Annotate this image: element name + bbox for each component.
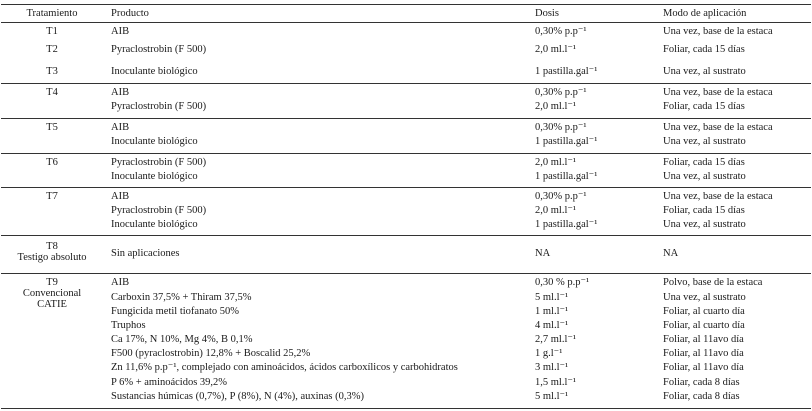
- dose-cell: 0,30% p.p⁻¹: [535, 122, 587, 133]
- dose-cell: 2,0 ml.l⁻¹: [535, 205, 577, 216]
- method-cell: Foliar, cada 15 días: [663, 205, 745, 216]
- treatment-label: T3: [46, 66, 58, 77]
- method-cell: Una vez, base de la estaca: [663, 26, 773, 37]
- product-cell: Inoculante biológico: [111, 66, 198, 77]
- dose-cell: 0,30 % p.p⁻¹: [535, 277, 590, 288]
- method-cell: Foliar, cada 15 días: [663, 101, 745, 112]
- product-cell: Fungicida metil tiofanato 50%: [111, 306, 240, 317]
- product-cell: Pyraclostrobin (F 500): [111, 157, 207, 168]
- dose-cell: 1 pastilla.gal⁻¹: [535, 219, 598, 230]
- dose-cell: 3 ml.l⁻¹: [535, 362, 569, 373]
- product-cell: AIB: [111, 87, 130, 98]
- product-cell: Inoculante biológico: [111, 219, 198, 230]
- group-divider: [1, 153, 811, 154]
- method-cell: Foliar, cada 15 días: [663, 157, 745, 168]
- dose-cell: 4 ml.l⁻¹: [535, 320, 569, 331]
- product-cell: Sustancias húmicas (0,7%), P (8%), N (4%), auxinas (0,3%): [111, 391, 365, 402]
- treatment-label: T9: [46, 277, 58, 288]
- dose-cell: 0,30% p.p⁻¹: [535, 26, 587, 37]
- treatment-label: T7: [46, 191, 58, 202]
- treatment-label: T4: [46, 87, 58, 98]
- product-cell: P 6% + aminoácidos 39,2%: [111, 377, 228, 388]
- method-cell: Una vez, al sustrato: [663, 136, 746, 147]
- header-tratamiento: Tratamiento: [26, 8, 78, 19]
- group-divider: [1, 273, 811, 274]
- header-producto: Producto: [111, 8, 149, 19]
- group-divider: [1, 118, 811, 119]
- dose-cell: 1 pastilla.gal⁻¹: [535, 171, 598, 182]
- dose-cell: 0,30% p.p⁻¹: [535, 191, 587, 202]
- method-cell: Una vez, base de la estaca: [663, 191, 773, 202]
- product-cell: Pyraclostrobin (F 500): [111, 44, 207, 55]
- group-divider: [1, 187, 811, 188]
- product-cell: Inoculante biológico: [111, 171, 198, 182]
- product-cell: AIB: [111, 122, 130, 133]
- method-cell: Foliar, cada 15 días: [663, 44, 745, 55]
- method-cell: Una vez, al sustrato: [663, 292, 746, 303]
- method-cell: Foliar, al 11avo día: [663, 348, 744, 359]
- dose-cell: 1,5 ml.l⁻¹: [535, 377, 577, 388]
- method-cell: Foliar, cada 8 días: [663, 377, 740, 388]
- dose-cell: 2,0 ml.l⁻¹: [535, 157, 577, 168]
- group-divider: [1, 235, 811, 236]
- treatment-label: T5: [46, 122, 58, 133]
- product-cell: Ca 17%, N 10%, Mg 4%, B 0,1%: [111, 334, 253, 345]
- method-cell: Foliar, al cuarto día: [663, 320, 745, 331]
- table-bottom-rule: [1, 408, 811, 409]
- group-divider: [1, 83, 811, 84]
- product-cell: Inoculante biológico: [111, 136, 198, 147]
- method-cell: Una vez, base de la estaca: [663, 87, 773, 98]
- product-cell: Carboxin 37,5% + Thiram 37,5%: [111, 292, 252, 303]
- product-cell: AIB: [111, 277, 130, 288]
- product-cell: Pyraclostrobin (F 500): [111, 205, 207, 216]
- header-rule: [1, 22, 811, 23]
- method-cell: NA: [663, 248, 679, 259]
- method-cell: Foliar, al cuarto día: [663, 306, 745, 317]
- method-cell: Una vez, al sustrato: [663, 171, 746, 182]
- header-dosis: Dosis: [535, 8, 559, 19]
- treatment-label: T2: [46, 44, 58, 55]
- dose-cell: 0,30% p.p⁻¹: [535, 87, 587, 98]
- dose-cell: 2,0 ml.l⁻¹: [535, 44, 577, 55]
- dose-cell: 5 ml.l⁻¹: [535, 292, 569, 303]
- dose-cell: 2,7 ml.l⁻¹: [535, 334, 577, 345]
- method-cell: Polvo, base de la estaca: [663, 277, 763, 288]
- treatment-label: T6: [46, 157, 58, 168]
- dose-cell: 1 ml.l⁻¹: [535, 306, 569, 317]
- method-cell: Una vez, base de la estaca: [663, 122, 773, 133]
- table-top-rule: [1, 4, 811, 5]
- method-cell: Foliar, cada 8 días: [663, 391, 740, 402]
- dose-cell: 1 pastilla.gal⁻¹: [535, 66, 598, 77]
- treatment-label-sub: Convencional: [22, 288, 82, 299]
- product-cell: F500 (pyraclostrobin) 12,8% + Boscalid 25,2%: [111, 348, 311, 359]
- product-cell: AIB: [111, 191, 130, 202]
- header-modo: Modo de aplicación: [663, 8, 747, 19]
- treatment-label: T8: [46, 241, 58, 252]
- dose-cell: 5 ml.l⁻¹: [535, 391, 569, 402]
- method-cell: Foliar, al 11avo día: [663, 362, 744, 373]
- method-cell: Foliar, al 11avo día: [663, 334, 744, 345]
- treatment-label-sub: Testigo absoluto: [17, 252, 87, 263]
- method-cell: Una vez, al sustrato: [663, 219, 746, 230]
- product-cell: Truphos: [111, 320, 146, 331]
- method-cell: Una vez, al sustrato: [663, 66, 746, 77]
- dose-cell: NA: [535, 248, 551, 259]
- product-cell: Zn 11,6% p.p⁻¹, complejado con aminoácidos, ácidos carboxílicos y carbohidratos: [111, 362, 458, 373]
- dose-cell: 2,0 ml.l⁻¹: [535, 101, 577, 112]
- product-cell: AIB: [111, 26, 130, 37]
- treatment-label-sub: CATIE: [37, 299, 67, 310]
- dose-cell: 1 pastilla.gal⁻¹: [535, 136, 598, 147]
- product-cell: Pyraclostrobin (F 500): [111, 101, 207, 112]
- product-cell: Sin aplicaciones: [111, 248, 180, 259]
- treatment-label: T1: [46, 26, 58, 37]
- dose-cell: 1 g.l⁻¹: [535, 348, 563, 359]
